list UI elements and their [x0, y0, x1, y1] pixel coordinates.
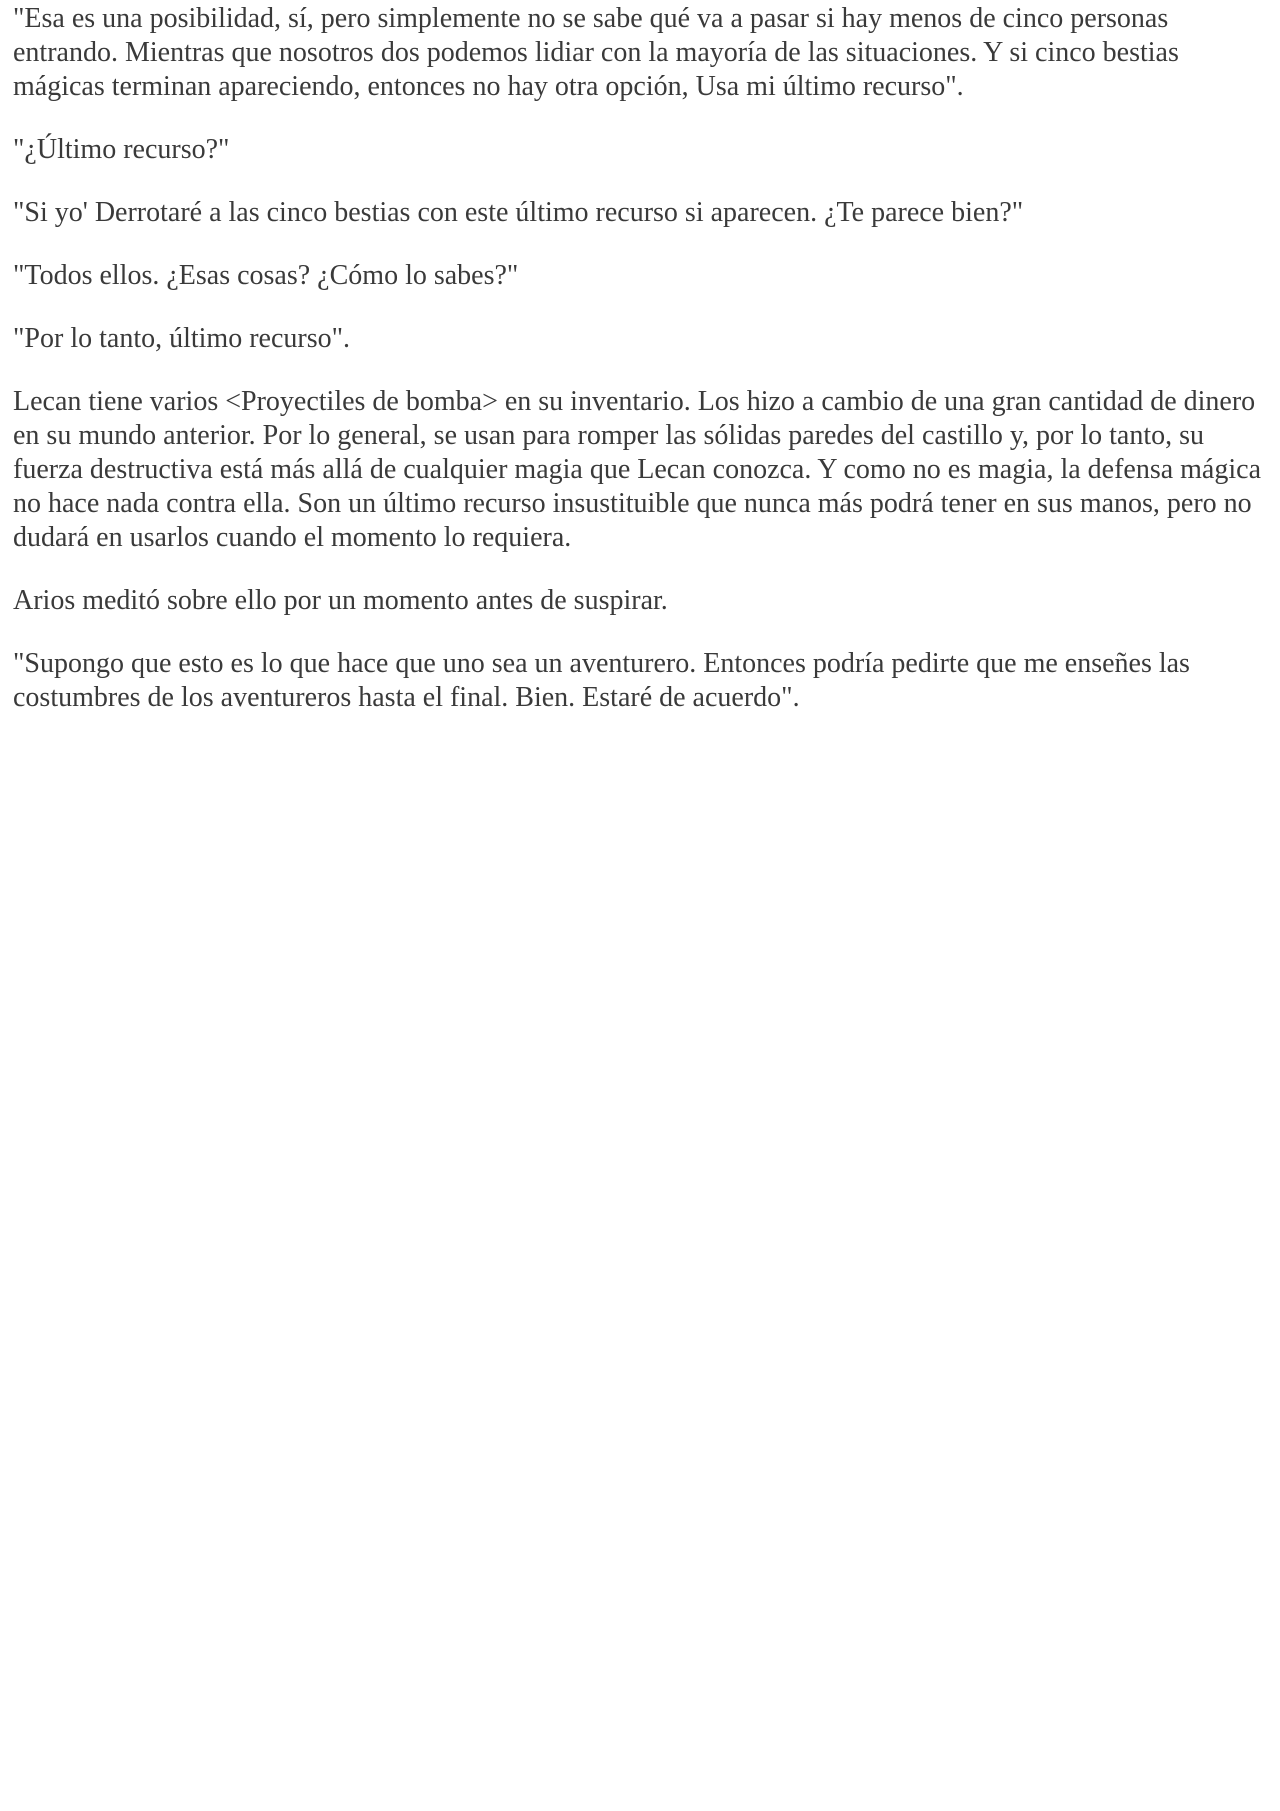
paragraph-4: "Todos ellos. ¿Esas cosas? ¿Cómo lo sabes?" [13, 260, 519, 291]
paragraph-6: Lecan tiene varios <Proyectiles de bomba> en su inventario. Los hizo a cambio de una gran cantidad de dinero en su mundo anterior. Por lo general, se usan para romper las sólidas paredes del castillo y, por lo tanto, su fuerza destructiva está más allá de cualquier magia que Lecan conozca. Y como no es magia, la defensa mágica no hace nada contra ella. Son un último recurso insustituible que nunca más podrá tener en sus manos, pero no dudará en usarlos cuando el momento lo requiera. [13, 386, 1261, 553]
paragraph-7: Arios meditó sobre ello por un momento antes de suspirar. [13, 585, 668, 616]
document-body [13, 0, 1267, 744]
paragraph-5: "Por lo tanto, último recurso". [13, 323, 351, 354]
paragraph-3: "Si yo' Derrotaré a las cinco bestias con este último recurso si aparecen. ¿Te parece bien?" [13, 197, 1024, 228]
paragraph-2: "¿Último recurso?" [13, 134, 230, 165]
paragraph-8: "Supongo que esto es lo que hace que uno sea un aventurero. Entonces podría pedirte que me enseñes las costumbres de los aventureros hasta el final. Bien. Estaré de acuerdo". [13, 648, 1190, 713]
paragraph-1: "Esa es una posibilidad, sí, pero simplemente no se sabe qué va a pasar si hay menos de cinco personas entrando. Mientras que nosotros dos podemos lidiar con la mayoría de las situaciones. Y si cinco bestias mágicas terminan apareciendo, entonces no hay otra opción, Usa mi último recurso". [13, 3, 1179, 102]
